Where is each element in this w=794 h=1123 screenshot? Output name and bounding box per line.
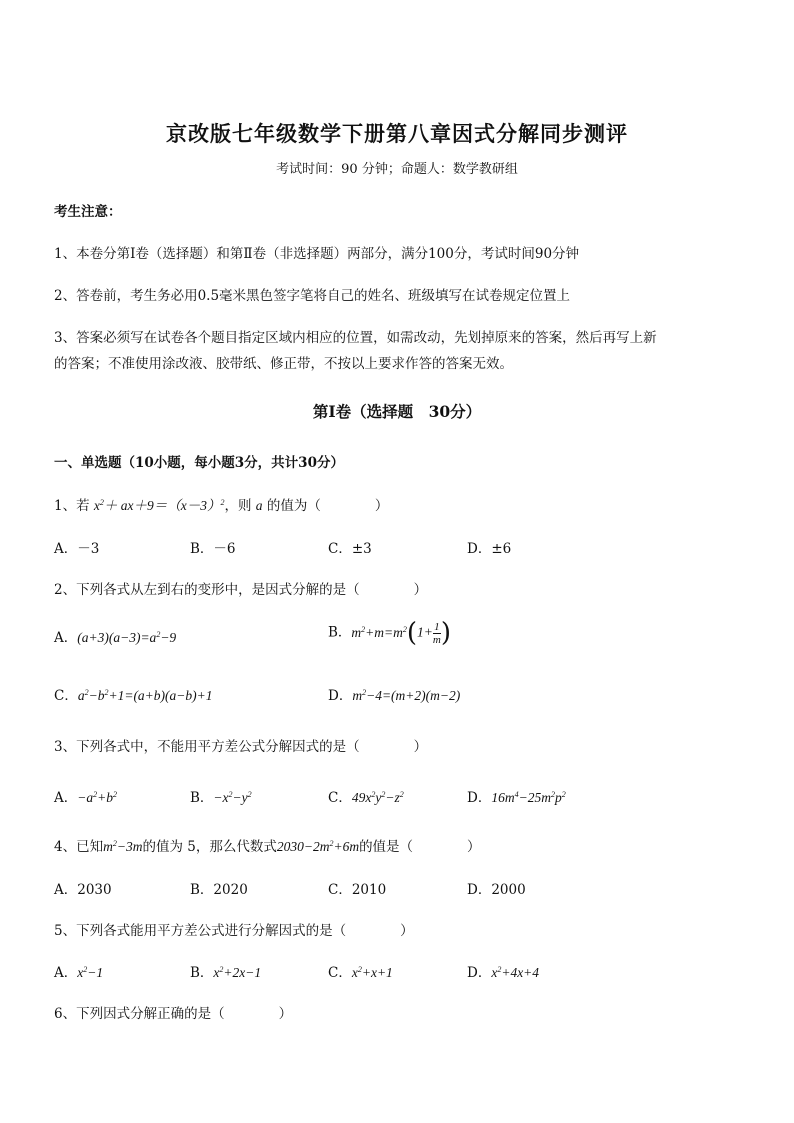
exam-info: 考试时间：90 分钟；命题人：数学教研组 xyxy=(276,162,518,177)
notice-item: 2、答卷前，考生务必用0.5毫米黑色签字笔将自己的姓名、班级填写在试卷规定位置上 xyxy=(54,288,571,304)
q1-option-d[interactable]: D．±6 xyxy=(467,541,512,557)
notice-item: 1、本卷分第Ⅰ卷（选择题）和第Ⅱ卷（非选择题）两部分，满分100分，考试时间90分钟 xyxy=(54,246,580,262)
q1-var: a xyxy=(255,498,263,513)
q1-option-a[interactable]: A．－3 xyxy=(54,541,100,557)
question-6-stem: 6、下列因式分解正确的是（ ） xyxy=(54,1006,293,1022)
q3-option-d[interactable]: D．$16m^4-25m^2p^2$ xyxy=(467,790,566,806)
section-title: 第Ⅰ卷（选择题 30分） xyxy=(312,402,482,421)
q2-option-d[interactable]: D．$m^2-4=(m+2)(m-2)$ xyxy=(328,688,461,704)
q1-option-b[interactable]: B．－6 xyxy=(190,541,236,557)
q1-prefix: 1、若 xyxy=(54,498,90,514)
notice-item: 的答案；不准使用涂改液、胶带纸、修正带，不按以上要求作答的答案无效。 xyxy=(54,356,513,372)
q4-option-b[interactable]: B．2020 xyxy=(190,882,248,898)
q1-end: 的值为（ ） xyxy=(266,498,389,514)
part-title: 一、单选题（10小题，每小题3分，共计30分） xyxy=(54,455,344,471)
q4-option-d[interactable]: D．2000 xyxy=(467,882,526,898)
q5-option-b[interactable]: B．$x^2+2x-1$ xyxy=(190,965,262,981)
notice-heading: 考生注意： xyxy=(54,204,122,220)
question-1-stem xyxy=(54,494,388,514)
question-3-stem: 3、下列各式中，不能用平方差公式分解因式的是（ ） xyxy=(54,739,428,755)
q1-equation: $x^2+ ax+9=(x-3)^2$ xyxy=(93,498,225,513)
q3-option-a[interactable]: A．$-a^2+b^2$ xyxy=(54,790,117,806)
question-4-stem: 4、已知$m^2-3m$的值为 5，那么代数式$2030-2m^2+6m$的值是（ ） xyxy=(54,839,481,855)
question-2-stem: 2、下列各式从左到右的变形中，是因式分解的是（ ） xyxy=(54,582,428,598)
notice-item: 3、答案必须写在试卷各个题目指定区域内相应的位置，如需改动，先划掉原来的答案，然后再写上新 xyxy=(54,330,657,346)
q4-option-c[interactable]: C．2010 xyxy=(328,882,387,898)
q2-option-b[interactable]: B．$m^2+m=m^2(1+$ $\frac{1}{m}$ ) xyxy=(328,618,452,648)
q5-option-a[interactable]: A．$x^2-1$ xyxy=(54,965,104,981)
q2-option-a[interactable]: A．$(a+3)(a-3)=a^2-9$ xyxy=(54,630,177,646)
q3-option-c[interactable]: C．$49x^2y^2-z^2$ xyxy=(328,790,404,806)
q5-option-d[interactable]: D．$x^2+4x+4$ xyxy=(467,965,540,981)
q2-option-c[interactable]: C．$a^2-b^2+1=(a+b)(a-b)+1$ xyxy=(54,688,213,704)
q5-option-c[interactable]: C．$x^2+x+1$ xyxy=(328,965,393,981)
q4-option-a[interactable]: A．2030 xyxy=(54,882,112,898)
q1-suffix: ，则 xyxy=(224,498,252,514)
page-title: 京改版七年级数学下册第八章因式分解同步测评 xyxy=(166,121,628,146)
q3-option-b[interactable]: B．$-x^2-y^2$ xyxy=(190,790,252,806)
q1-option-c[interactable]: C．±3 xyxy=(328,541,372,557)
question-5-stem: 5、下列各式能用平方差公式进行分解因式的是（ ） xyxy=(54,923,414,939)
